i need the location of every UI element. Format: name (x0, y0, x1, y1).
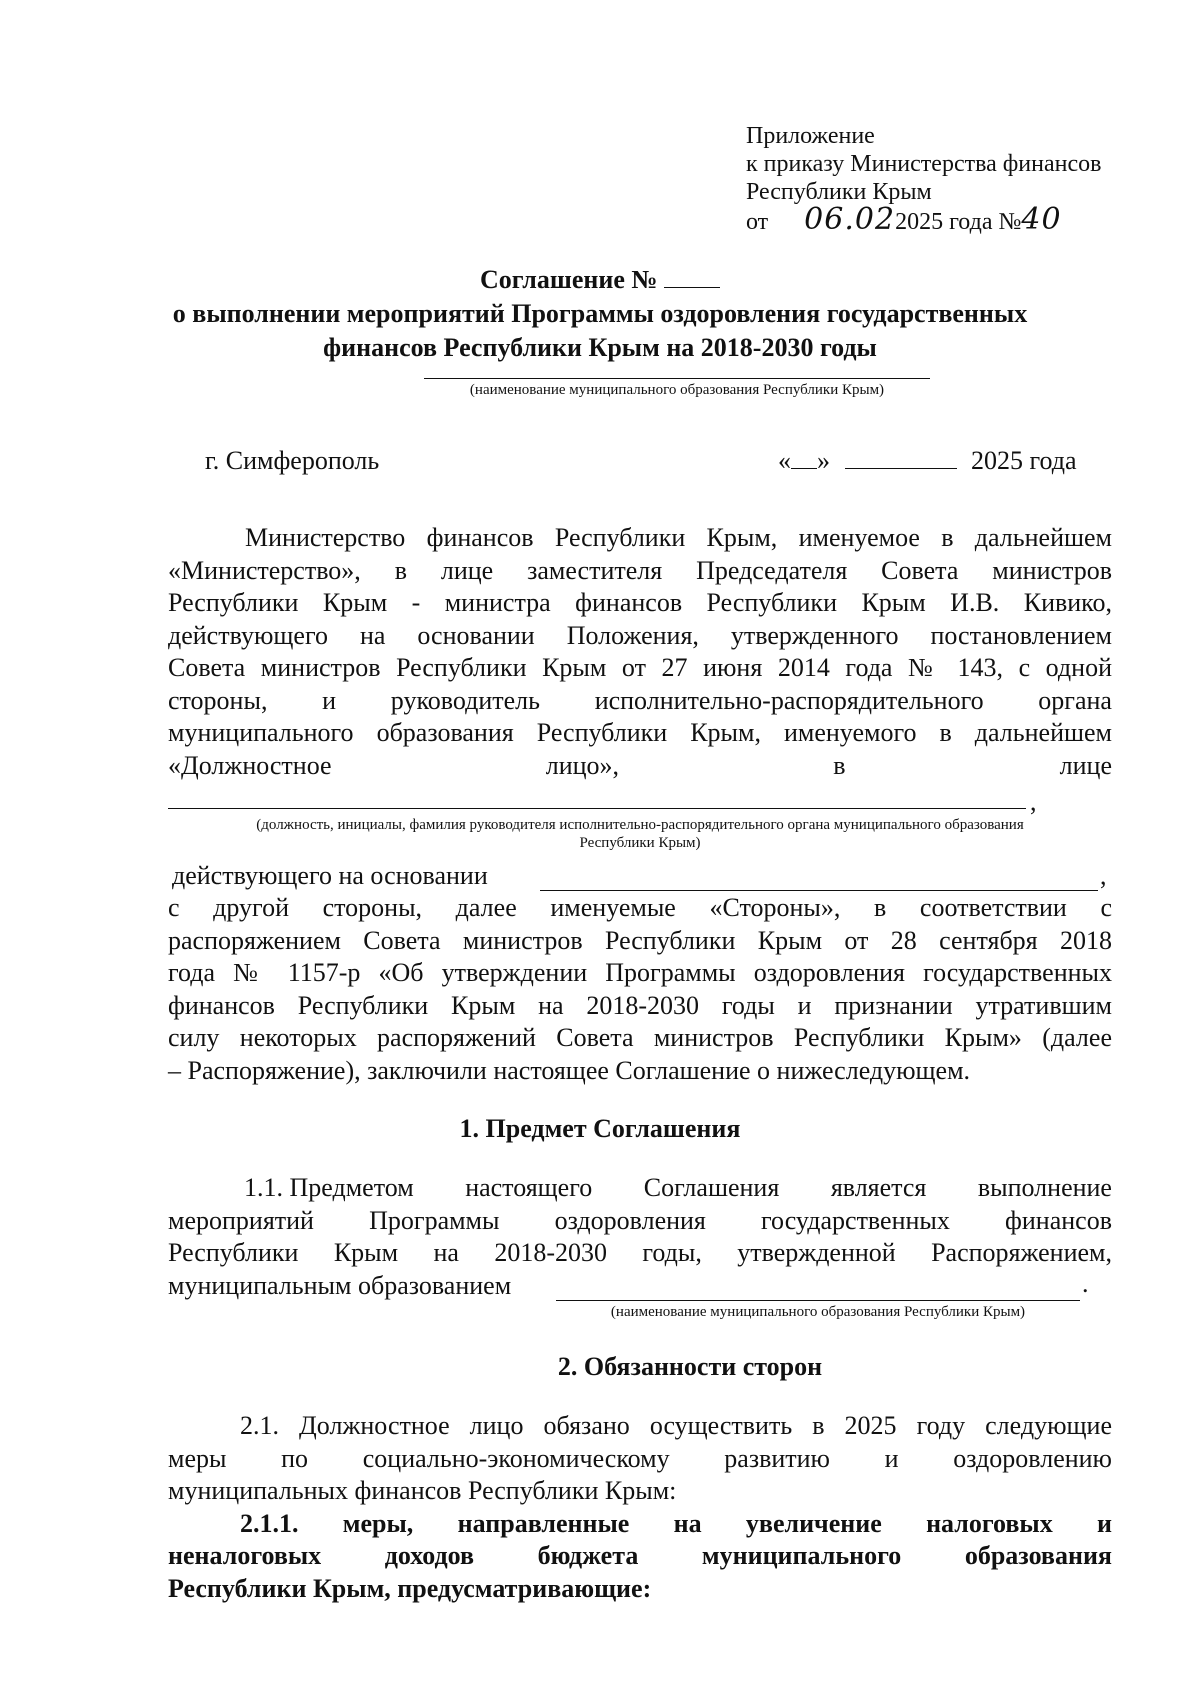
official-blank-line (168, 808, 1026, 809)
preamble: Министерство финансов Республики Крым, именуемое в дальнейшем «Министерство», в лице заместителя Председателя Совета министров Республики Крым - министра финансов Республики Крым И.В. Кивико, действующего на основании Положения, утвержденного постановлением Совета министров Республики Крым от 27 июня 2014 года № 143, с одной стороны, и руководитель исполнительно-распорядительного органа муниципального образования Республики Крым, именуемого в дальнейшем «Должностное лицо», в лице (168, 522, 1112, 782)
preamble-line-8: «Должностное лицо», в лице (168, 750, 1112, 780)
republic-name: Республики Крым (746, 179, 932, 205)
handwritten-date: 06.02 (804, 202, 896, 237)
agreement-date: « » 2025 года (778, 446, 1077, 475)
preamble-continued: с другой стороны, далее именуемые «Стороны», в соответствии с распоряжением Совета министров Республики Крым от 28 сентября 2018 года № 1157-р «Об утверждении Программы оздоровления государственных финансов Республики Крым на 2018-2030 годы и признании утратившим силу некоторых распоряжений Совета министров Республики Крым» (далее – Распоряжение), заключили настоящее Соглашение о нижеследующем. (168, 893, 1112, 1085)
order-date-line (746, 202, 1166, 237)
section-1-heading: 1. Предмет Соглашения (459, 1114, 741, 1143)
basis-label: действующего на основании (172, 861, 488, 890)
basis-blank-line (540, 890, 1098, 891)
appendix-label: Приложение (746, 123, 875, 149)
order-year: 2025 года № (895, 209, 1022, 235)
agreement-subtitle-2: финансов Республики Крым на 2018-2030 годы (323, 333, 877, 362)
city-label: г. Симферополь (205, 446, 380, 475)
official-caption: (должность, инициалы, фамилия руководителя исполнительно-распорядительного органа муниципального образования Республики Крым) (256, 817, 1024, 851)
handwritten-number: 40 (1021, 202, 1062, 237)
section-1-body: 1.1. Предметом настоящего Соглашения является выполнение мероприятий Программы оздоровления государственных финансов Республики Крым на 2018-2030 годы, утвержденной Распоряжением, муниципальным образованием (168, 1172, 1112, 1302)
section-1-caption: (наименование муниципального образования Республики Крым) (610, 1304, 1026, 1320)
agreement-title: Соглашение № (0, 262, 1200, 298)
month-blank (845, 468, 957, 469)
section-2-heading: 2. Обязанности сторон (557, 1352, 823, 1381)
from-label: от (746, 209, 769, 235)
section-1-dot: . (1082, 1269, 1089, 1298)
official-comma: , (1030, 787, 1037, 816)
municipality-caption: (наименование муниципального образования Республики Крым) (469, 382, 885, 398)
municipality-blank-line (424, 378, 930, 379)
order-reference: к приказу Министерства финансов (746, 151, 1102, 177)
section-1-last-line: муниципальным образованием (168, 1270, 512, 1300)
agreement-subtitle-1: о выполнении мероприятий Программы оздоровления государственных (172, 299, 1028, 328)
agreement-number-blank (664, 287, 720, 288)
approval-block (746, 122, 1166, 236)
section-1-blank-line (556, 1300, 1080, 1301)
basis-comma: , (1100, 861, 1107, 890)
section-2-body: 2.1. Должностное лицо обязано осуществить в 2025 году следующие меры по социально-экономическому развитию и оздоровлению муниципальных финансов Республики Крым: 2.1.1. меры, направленные на увеличение налоговых и неналоговых доходов бюджета муниципального образования Республики Крым, предусматривающие: (168, 1411, 1112, 1603)
